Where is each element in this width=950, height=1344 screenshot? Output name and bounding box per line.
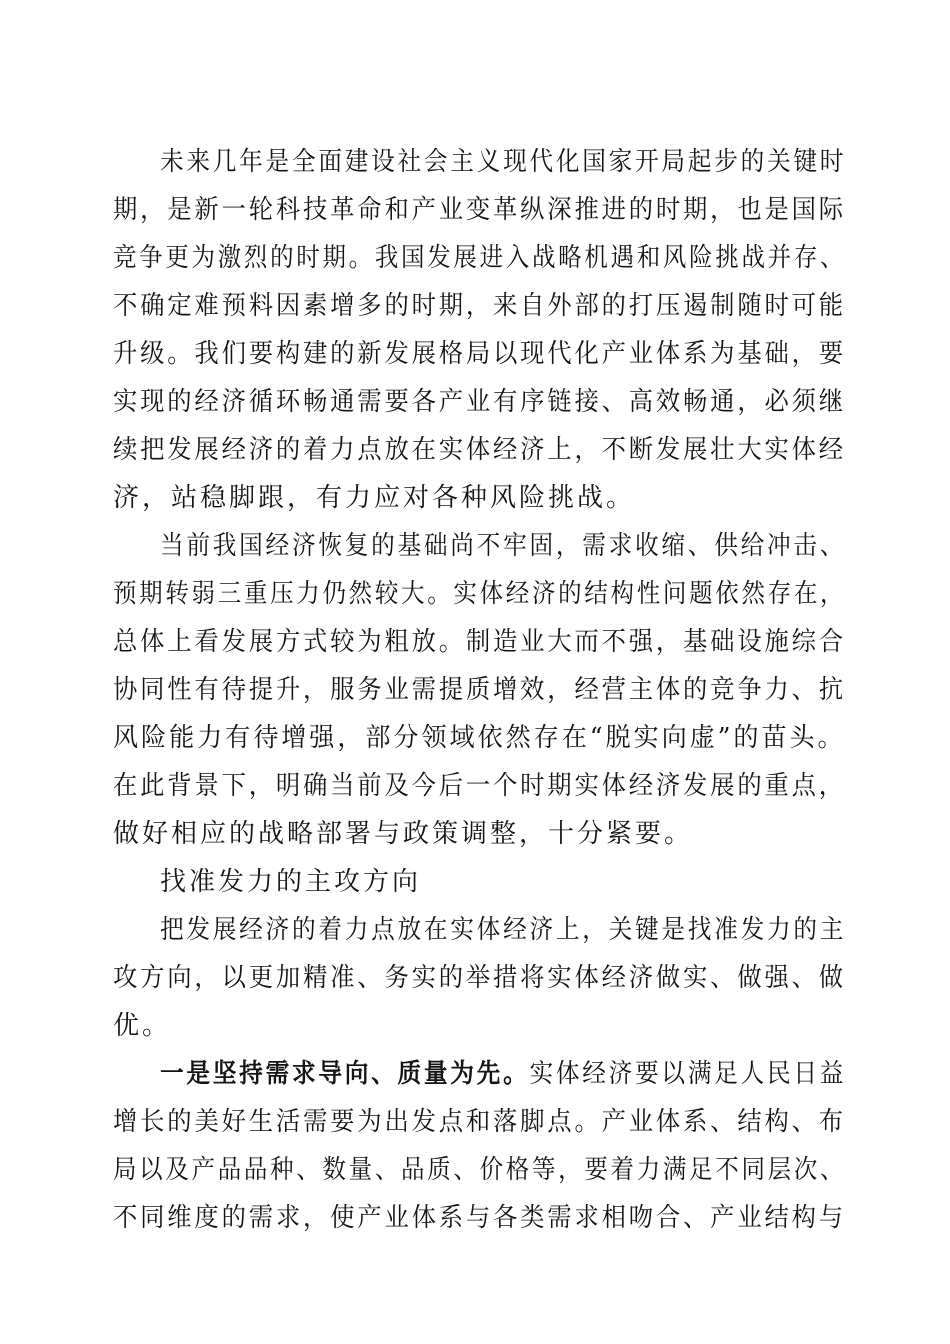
paragraph-4-line-4: 不同维度的需求，使产业体系与各类需求相吻合、产业结构与 (113, 1203, 846, 1233)
paragraph-2-line-5: 风险能力有待增强，部分领域依然存在“脱实向虚”的苗头。 (113, 723, 846, 753)
paragraph-2-line-3: 总体上看发展方式较为粗放。制造业大而不强，基础设施综合 (113, 627, 846, 657)
paragraph-1-line-3: 竞争更为激烈的时期。我国发展进入战略机遇和风险挑战并存、 (113, 243, 847, 273)
paragraph-2-line-7: 做好相应的战略部署与政策调整，十分紧要。 (113, 819, 694, 849)
paragraph-2-line-6: 在此背景下，明确当前及今后一个时期实体经济发展的重点， (113, 771, 846, 801)
paragraph-3-line-3: 优。 (113, 1011, 172, 1041)
paragraph-3-line-2: 攻方向，以更加精准、务实的举措将实体经济做实、做强、做 (113, 963, 846, 993)
paragraph-1-line-4: 不确定难预料因素增多的时期，来自外部的打压遏制随时可能 (113, 291, 846, 321)
section-heading: 找准发力的主攻方向 (160, 867, 422, 897)
paragraph-4-line-1-rest: 实体经济要以满足人民日益 (529, 1059, 847, 1089)
paragraph-1-line-5: 升级。我们要构建的新发展格局以现代化产业体系为基础，要 (113, 339, 846, 369)
paragraph-2-line-4: 协同性有待提升，服务业需提质增效，经营主体的竞争力、抗 (113, 675, 846, 705)
paragraph-2-line-2: 预期转弱三重压力仍然较大。实体经济的结构性问题依然存在， (113, 579, 847, 609)
paragraph-1-line-2: 期，是新一轮科技革命和产业变革纵深推进的时期，也是国际 (113, 195, 846, 225)
paragraph-4-lead-bold: 一是坚持需求导向、质量为先。 (160, 1059, 530, 1089)
paragraph-3-line-1: 把发展经济的着力点放在实体经济上，关键是找准发力的主 (160, 915, 847, 945)
paragraph-1-line-8: 济，站稳脚跟，有力应对各种风险挑战。 (113, 483, 636, 513)
paragraph-4-line-1 (160, 1052, 846, 1096)
paragraph-1-line-1: 未来几年是全面建设社会主义现代化国家开局起步的关键时 (160, 147, 847, 177)
paragraph-4-line-3: 局以及产品品种、数量、品质、价格等，要着力满足不同层次、 (113, 1155, 847, 1185)
paragraph-1-line-7: 续把发展经济的着力点放在实体经济上，不断发展壮大实体经 (113, 435, 846, 465)
paragraph-2-line-1: 当前我国经济恢复的基础尚不牢固，需求收缩、供给冲击、 (160, 531, 847, 561)
paragraph-1-line-6: 实现的经济循环畅通需要各产业有序链接、高效畅通，必须继 (113, 387, 846, 417)
paragraph-4-line-2: 增长的美好生活需要为出发点和落脚点。产业体系、结构、布 (113, 1107, 846, 1137)
